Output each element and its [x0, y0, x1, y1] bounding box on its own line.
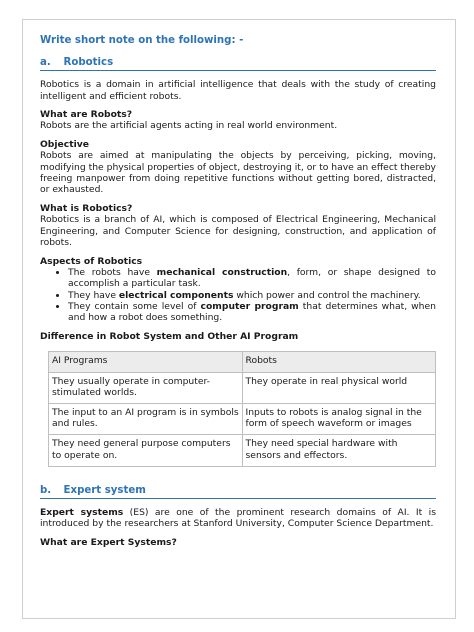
paragraph-text: (ES) are one of the prominent research domains of AI. It is introduced by the researchers at Stanford University, Computer Science Department. — [40, 507, 436, 530]
subheading: What are Robots? — [40, 108, 133, 120]
paragraph: Robots are aimed at manipulating the objects by perceiving, picking, moving, modifying the physical properties of object, destroying it, or to have an effect thereby freeing manpower from doing repetitive functions without getting bored, distracted, or exhausted. — [40, 150, 436, 196]
item-bold-text: mechanical construction — [156, 267, 288, 279]
table-row — [49, 435, 436, 466]
subheading: What is Robotics? — [40, 203, 133, 215]
robotics-intro: Robotics is a domain in artificial intelligence that deals with the study of creating intelligent and efficient robots. — [40, 79, 436, 102]
table-header-row — [49, 352, 436, 372]
table-header-cell: AI Programs — [49, 352, 243, 372]
document-page — [22, 19, 456, 619]
table-row — [49, 404, 436, 435]
item-bold-text: electrical components — [118, 289, 234, 301]
list-item — [68, 301, 436, 323]
difference-heading: Difference in Robot System and Other AI Program — [40, 331, 299, 343]
item-bold-text: computer program — [200, 300, 299, 312]
bold-term: Expert systems — [40, 507, 124, 519]
table-cell: They need general purpose computers to operate on. — [49, 435, 243, 466]
table-cell: They usually operate in computer-stimulated worlds. — [49, 372, 243, 403]
item-text: , form, or shape designed to accomplish a particular task. — [68, 267, 436, 290]
expert-systems-intro — [40, 507, 436, 529]
item-text: The robots have — [68, 267, 157, 279]
table-cell: Inputs to robots is analog signal in the form of speech waveform or images — [242, 404, 436, 435]
section-heading-robotics — [40, 57, 436, 71]
document-content — [40, 35, 436, 548]
table-cell: The input to an AI program is in symbols and rules. — [49, 404, 243, 435]
paragraph: Robots are the artificial agents acting in real world environment. — [40, 120, 338, 132]
objective-block — [40, 139, 436, 195]
list-item — [68, 290, 436, 301]
aspects-block — [40, 256, 436, 323]
document-title: Write short note on the following: - — [40, 35, 244, 46]
section-label: Expert system — [63, 484, 146, 496]
subheading: Objective — [40, 139, 89, 151]
item-text: They have — [68, 289, 119, 301]
table-cell: They need special hardware with sensors and effectors. — [242, 435, 436, 466]
paragraph: Robotics is a branch of AI, which is composed of Electrical Engineering, Mechanical Engineering, and Computer Science for designing, construction, and application of robots. — [40, 214, 436, 248]
item-text: They contain some level of — [68, 300, 201, 312]
list-item — [68, 267, 436, 289]
table-header-cell: Robots — [242, 352, 436, 372]
what-are-robots-block — [40, 109, 436, 131]
comparison-table — [48, 351, 436, 466]
section-number: a. — [40, 57, 51, 69]
aspects-list — [40, 267, 436, 323]
section-heading-expert-system — [40, 485, 436, 499]
what-is-robotics-block — [40, 203, 436, 248]
section-number: b. — [40, 484, 52, 496]
section-label: Robotics — [63, 57, 114, 69]
subheading-what-are-expert-systems: What are Expert Systems? — [40, 536, 177, 548]
subheading: Aspects of Robotics — [40, 256, 143, 268]
table-row — [49, 372, 436, 403]
item-text: which power and control the machinery. — [233, 289, 421, 301]
table-cell: They operate in real physical world — [242, 372, 436, 403]
item-text: that determines what, when and how a robot does something. — [68, 300, 436, 324]
